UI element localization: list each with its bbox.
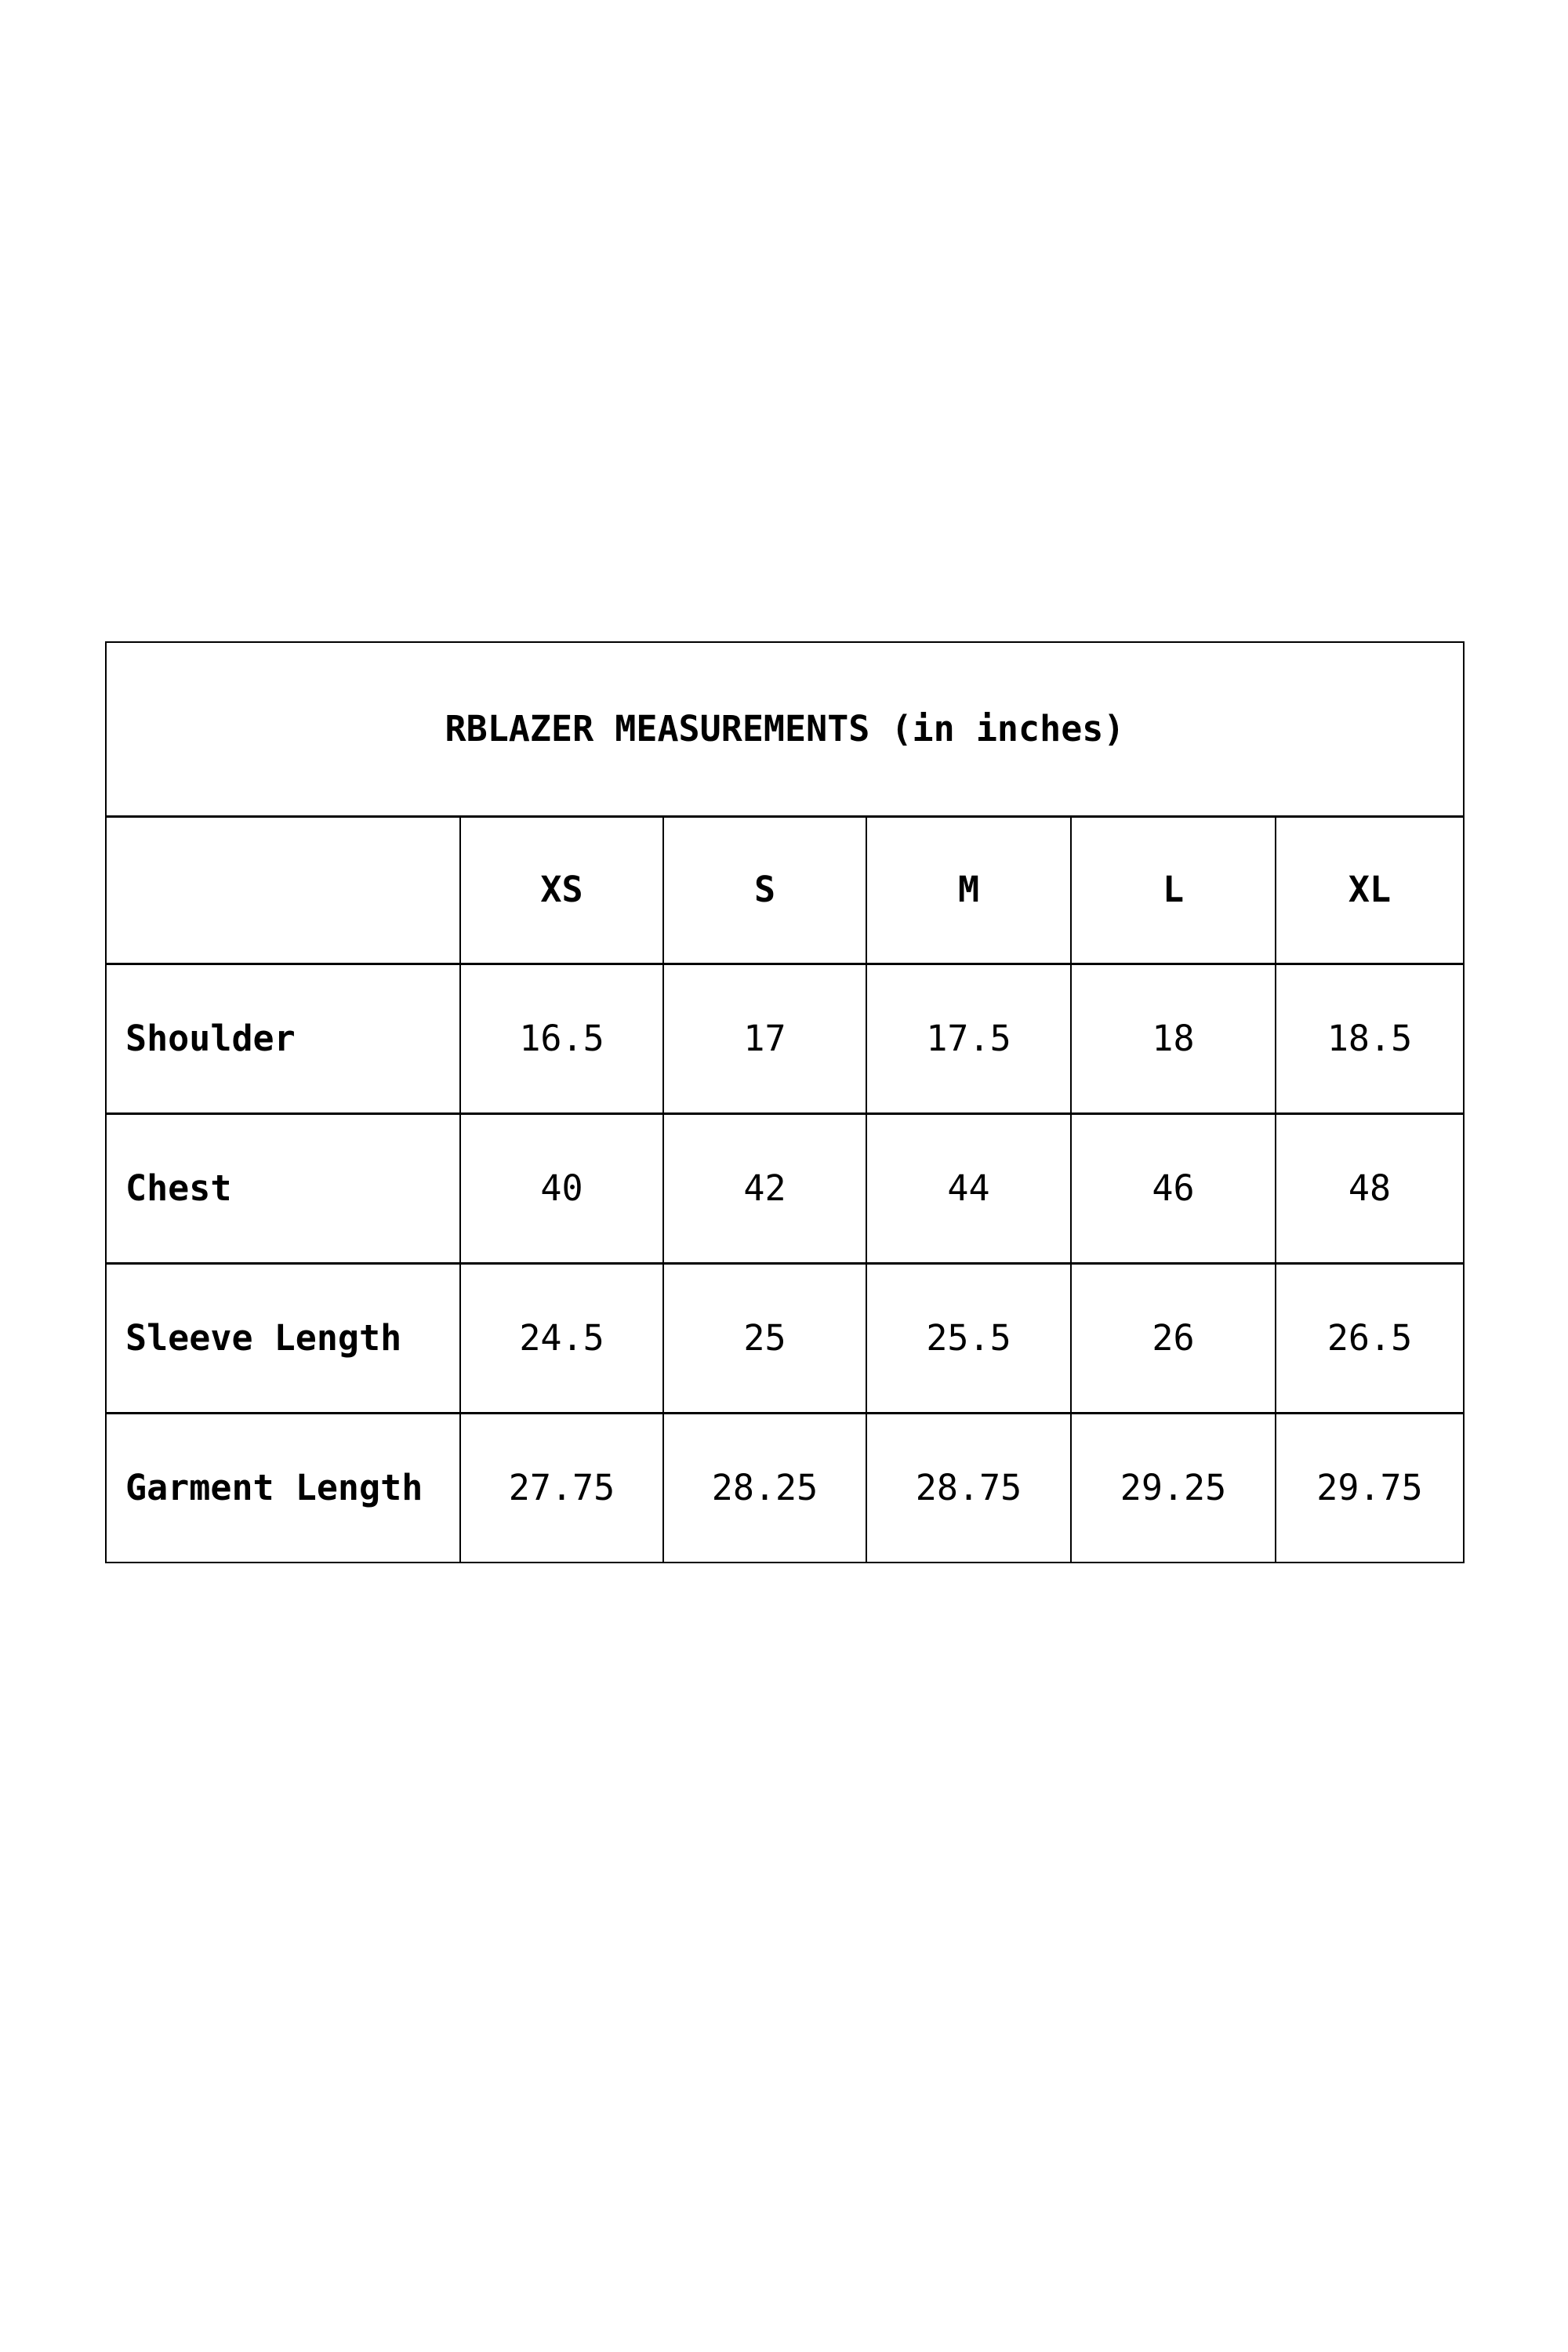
measurement-value: 29.75 bbox=[1276, 1413, 1464, 1563]
column-header-xs: XS bbox=[460, 816, 663, 964]
measurement-value: 44 bbox=[866, 1113, 1071, 1263]
measurement-value: 29.25 bbox=[1071, 1413, 1276, 1563]
measurement-value: 28.25 bbox=[663, 1413, 866, 1563]
size-chart bbox=[105, 641, 1465, 1563]
table-row bbox=[106, 1113, 1464, 1263]
measurement-value: 18 bbox=[1071, 964, 1276, 1113]
column-header-m: M bbox=[866, 816, 1071, 964]
column-header-l: L bbox=[1071, 816, 1276, 964]
measurement-value: 25 bbox=[663, 1263, 866, 1413]
chart-title-text: RBLAZER MEASUREMENTS (in inches) bbox=[445, 707, 1125, 750]
measurement-value: 27.75 bbox=[460, 1413, 663, 1563]
measurement-value: 26.5 bbox=[1276, 1263, 1464, 1413]
column-header-s: S bbox=[663, 816, 866, 964]
measurement-value: 40 bbox=[460, 1113, 663, 1263]
measurement-value: 17 bbox=[663, 964, 866, 1113]
row-label-garment-length: Garment Length bbox=[125, 1466, 423, 1508]
table-row bbox=[106, 1413, 1464, 1563]
row-label-chest: Chest bbox=[125, 1167, 232, 1209]
measurement-value: 28.75 bbox=[866, 1413, 1071, 1563]
measurement-value: 26 bbox=[1071, 1263, 1276, 1413]
measurement-value: 42 bbox=[663, 1113, 866, 1263]
table-header-row bbox=[106, 816, 1464, 964]
table-title-row bbox=[106, 642, 1464, 816]
measurement-value: 48 bbox=[1276, 1113, 1464, 1263]
measurement-value: 18.5 bbox=[1276, 964, 1464, 1113]
size-chart-table bbox=[105, 641, 1465, 1563]
measurement-value: 17.5 bbox=[866, 964, 1071, 1113]
column-header-xl: XL bbox=[1276, 816, 1464, 964]
measurement-value: 24.5 bbox=[460, 1263, 663, 1413]
table-row bbox=[106, 1263, 1464, 1413]
measurement-value: 46 bbox=[1071, 1113, 1276, 1263]
table-row bbox=[106, 964, 1464, 1113]
measurement-value: 25.5 bbox=[866, 1263, 1071, 1413]
row-label-shoulder: Shoulder bbox=[125, 1017, 296, 1059]
corner-cell bbox=[106, 816, 460, 964]
measurement-value: 16.5 bbox=[460, 964, 663, 1113]
chart-title bbox=[106, 642, 1464, 816]
row-label-sleeve-length: Sleeve Length bbox=[125, 1316, 402, 1359]
